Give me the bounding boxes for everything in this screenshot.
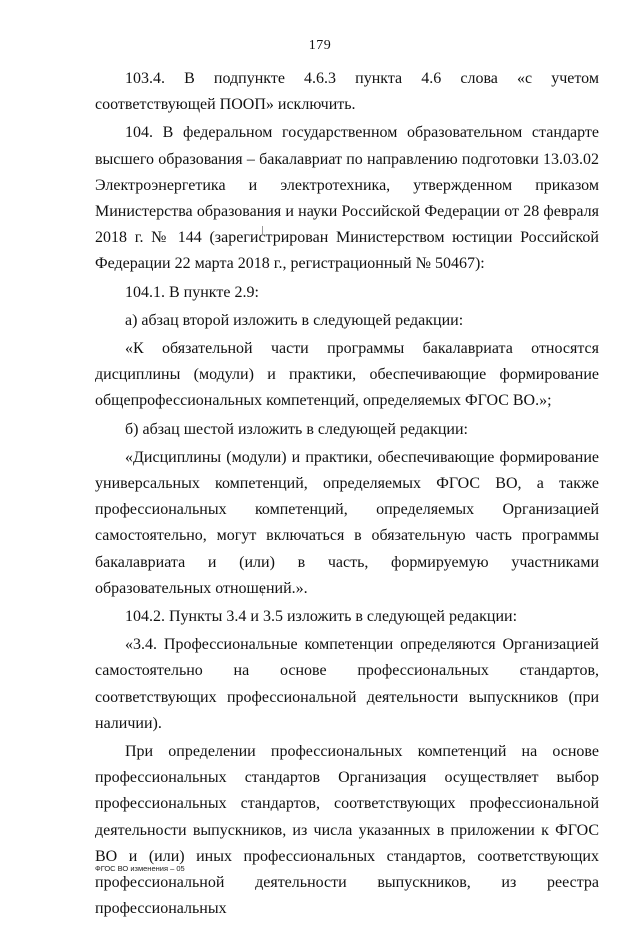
paragraph: «Дисциплины (модули) и практики, обеспечивающие формирование универсальных компетенций, определяемых ФГОС ВО, а также профессиональных компетенций, определяемых Организацией самостоятельно, могут включаться в обязательную часть программы бакалавриата и (или) в часть, формируемую участниками образовательных отношений.». bbox=[95, 448, 599, 597]
document-body bbox=[95, 66, 599, 925]
paragraph: «3.4. Профессиональные компетенции определяются Организацией самостоятельно на основе профессиональных стандартов, соответствующих профессиональной деятельности выпускников (при наличии). bbox=[95, 636, 599, 732]
paragraph: а) абзац второй изложить в следующей редакции: bbox=[125, 311, 464, 329]
paragraph: 104.2. Пункты 3.4 и 3.5 изложить в следующей редакции: bbox=[125, 608, 518, 626]
paragraph: 104.1. В пункте 2.9: bbox=[125, 283, 259, 301]
paragraph: «К обязательной части программы бакалавриата относятся дисциплины (модули) и практики, обеспечивающие формирование общепрофессиональных компетенций, определяемых ФГОС ВО.»; bbox=[95, 340, 599, 410]
paragraph: б) абзац шестой изложить в следующей редакции: bbox=[125, 420, 468, 438]
page-number: 179 bbox=[308, 38, 332, 53]
paragraph: 104. В федеральном государственном образовательном стандарте высшего образования – бакалавриат по направлению подготовки 13.03.02 Электроэнергетика и электротехника, утвержденном приказом Министерства образования и науки Российской Федерации от 28 февраля 2018 г. № 144 (зарегистрирован Министерством юстиции Российской Федерации 22 марта 2018 г., регистрационный № 50467): bbox=[95, 124, 599, 273]
paragraph: При определении профессиональных компетенций на основе профессиональных стандартов Организация осуществляет выбор профессиональных стандартов, соответствующих профессиональной деятельности выпускников, из числа указанных в приложении к ФГОС ВО и (или) иных профессиональных стандартов, соответствующих профессиональной деятельности выпускников, из реестра профессиональных bbox=[95, 743, 599, 918]
footer-note: ФГОС ВО изменения – 05 bbox=[95, 864, 185, 873]
paragraph: 103.4. В подпункте 4.6.3 пункта 4.6 слова «с учетом соответствующей ПООП» исключить. bbox=[95, 70, 599, 114]
